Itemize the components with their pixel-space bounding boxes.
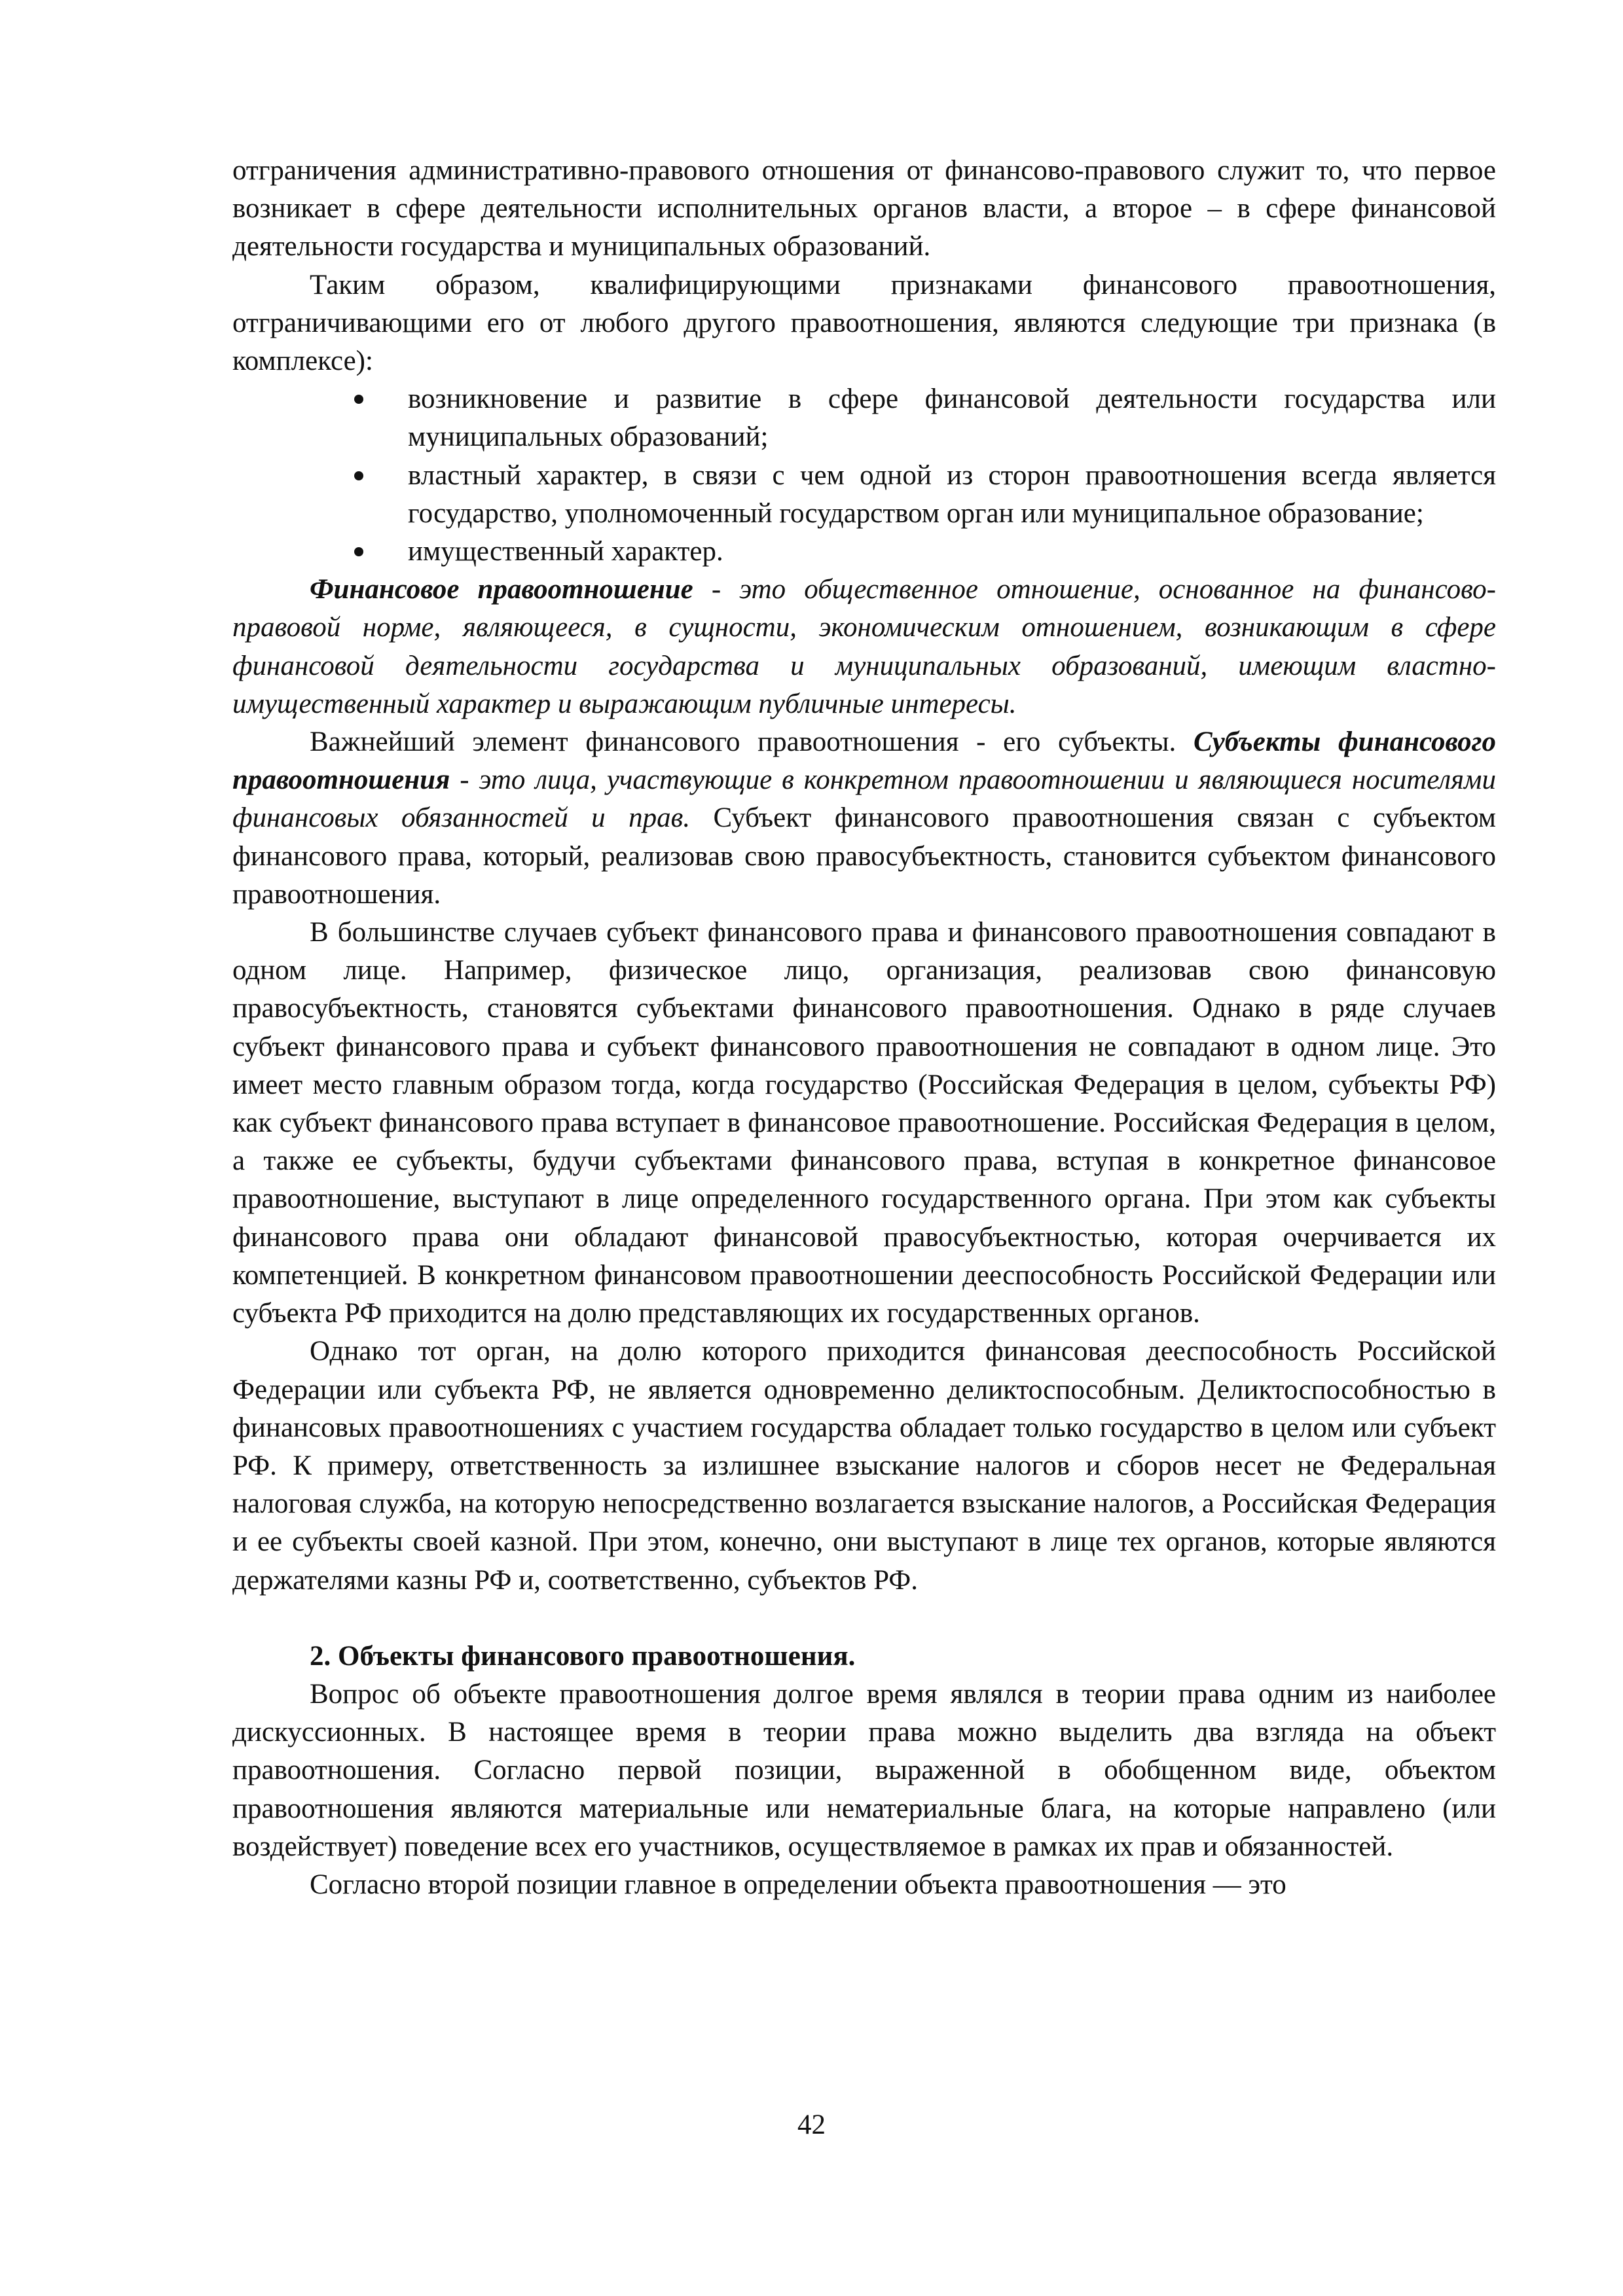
- definition-term: Финансовое правоотношение: [310, 574, 693, 605]
- list-item: [408, 457, 1496, 533]
- intro-paragraph-2: Таким образом, квалифицирующими признаками финансового правоотношения, отграничивающими его от любого другого правоотношения, являются следующие три признака (в комплексе):: [232, 269, 1496, 377]
- section2-paragraph-2: Согласно второй позиции главное в определении объекта правоотношения — это: [310, 1869, 1286, 1900]
- page-number: 42: [797, 2109, 826, 2140]
- subjects-tail: Субъект финансового правоотношения связан с субъектом финансового права, который, реализовав свою правосубъектность, становится субъектом финансового правоотношения.: [232, 802, 1497, 910]
- bullet-icon: [354, 547, 363, 556]
- section2-paragraph-1: Вопрос об объекте правоотношения долгое время являлся в теории права одним из наиболее дискуссионных. В настоящее время в теории права можно выделить два взгляда на объект правоотношения. Согласно первой позиции, выраженной в обобщенном виде, объектом правоотношения являются материальные или нематериальные блага, на которые направлено (или воздействует) поведение всех его участников, осуществляемое в рамках их прав и обязанностей.: [232, 1678, 1496, 1862]
- body-paragraph-3: В большинстве случаев субъект финансового права и финансового правоотношения совпадают в одном лице. Например, физическое лицо, организация, реализовав свою финансовую правосубъектность, становятся субъектами финансового правоотношения. Однако в ряде случаев субъект финансового права и субъект финансового правоотношения не совпадают в одном лице. Это имеет место главным образом тогда, когда государство (Российская Федерация в целом, субъекты РФ) как субъект финансового права вступает в финансовое правоотношение. Российская Федерация в целом, а также ее субъекты, будучи субъектами финансового права, вступая в конкретное финансовое правоотношение, выступают в лице определенного государственного органа. При этом как субъекты финансового права они обладают финансовой правосубъектностью, которая очерчивается их компетенцией. В конкретном финансовом правоотношении дееспособность Российской Федерации или субъекта РФ приходится на долю представляющих их государственных органов.: [232, 917, 1496, 1329]
- subjects-paragraph: [232, 723, 1496, 914]
- bullet-icon: [354, 395, 363, 404]
- bullet-icon: [354, 471, 363, 480]
- page-body: [232, 152, 1496, 1904]
- definition-text: - это общественное отношение, основанное на финансово-правовой норме, являющееся, в сущности, экономическим отношением, возникающим в сфере финансовой деятельности государства и муниципальных образований, имеющим властно-имущественный характер и выражающим публичные интересы.: [232, 574, 1496, 719]
- subjects-lead: Важнейший элемент финансового правоотношения - его субъекты.: [310, 726, 1194, 758]
- definition-paragraph: [232, 571, 1496, 723]
- subjects-term: Субъекты финансового правоотношения: [232, 726, 1496, 796]
- features-list: [232, 380, 1496, 571]
- section-heading: 2. Объекты финансового правоотношения.: [310, 1640, 856, 1672]
- list-item: [408, 533, 1496, 571]
- intro-paragraph-1: отграничения административно-правового отношения от финансово-правового служит то, что первое возникает в сфере деятельности исполнительных органов власти, а второе – в сфере финансовой деятельности государства и муниципальных образований.: [232, 155, 1496, 262]
- list-item-text: имущественный характер.: [408, 536, 723, 567]
- list-item: [408, 380, 1496, 456]
- list-item-text: властный характер, в связи с чем одной из сторон правоотношения всегда является государство, уполномоченный государством орган или муниципальное образование;: [408, 459, 1496, 529]
- subjects-definition: - это лица, участвующие в конкретном правоотношении и являющиеся носителями финансовых обязанностей и прав.: [232, 764, 1496, 834]
- list-item-text: возникновение и развитие в сфере финансовой деятельности государства или муниципальных образований;: [408, 384, 1496, 453]
- body-paragraph-4: Однако тот орган, на долю которого приходится финансовая дееспособность Российской Федерации или субъекта РФ, не является одновременно деликтоспособным. Деликтоспособностью в финансовых правоотношениях с участием государства обладает только государство в целом или субъект РФ. К примеру, ответственность за излишнее взыскание налогов и сборов несет не Федеральная налоговая служба, на которую непосредственно возлагается взыскание налогов, а Российская Федерация и ее субъекты своей казной. При этом, конечно, они выступают в лице тех органов, которые являются держателями казны РФ и, соответственно, субъектов РФ.: [232, 1336, 1496, 1596]
